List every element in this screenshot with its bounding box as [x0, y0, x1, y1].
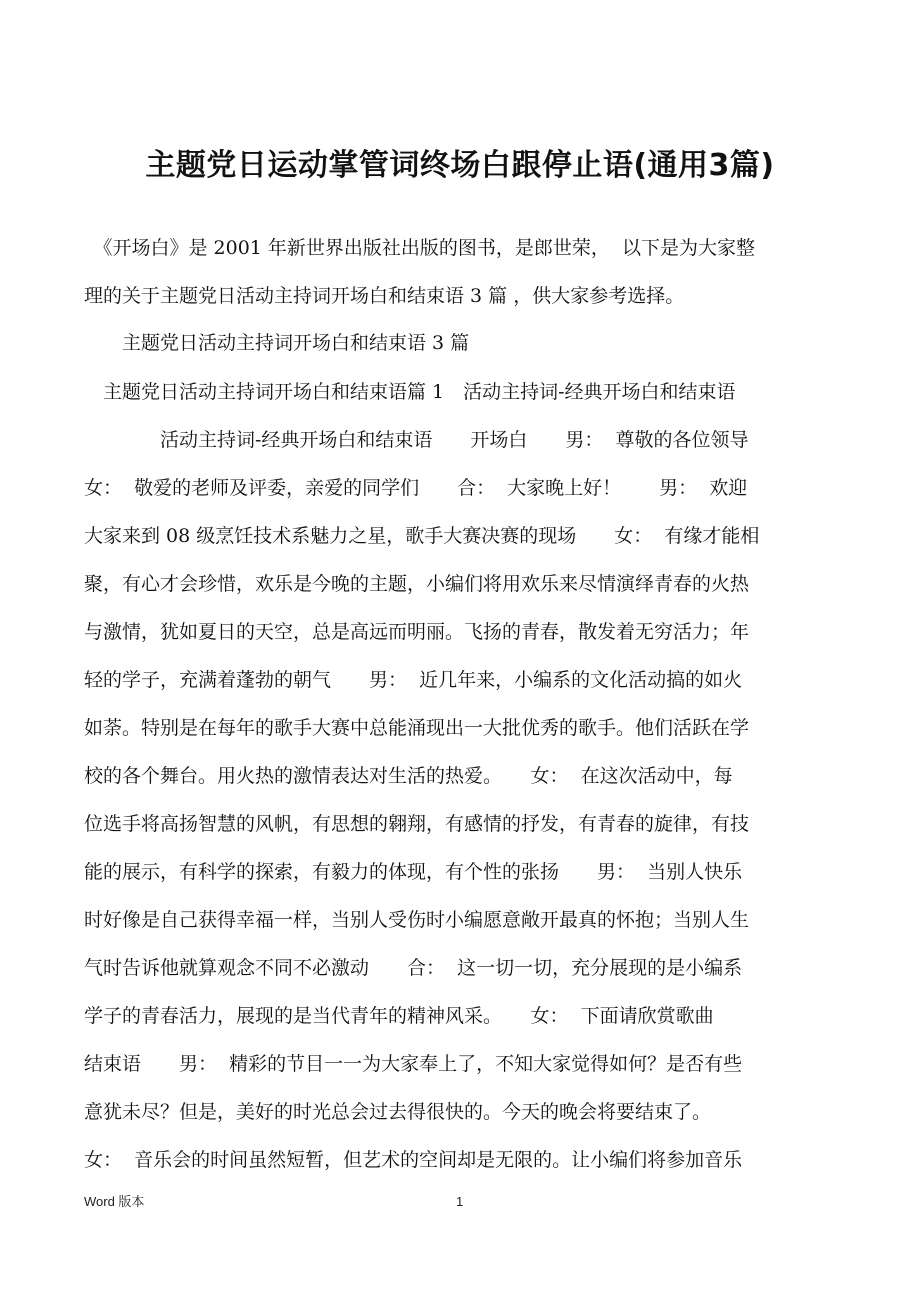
body-line: 轻的学子，充满着蓬勃的朝气 男： 近几年来，小编系的文化活动搞的如火 [84, 669, 743, 691]
body-line: 校的各个舞台。用火热的激情表达对生活的热爱。 女： 在这次活动中，每 [84, 765, 733, 787]
body-line: 能的展示，有科学的探索，有毅力的体现，有个性的张扬 男： 当别人快乐 [84, 861, 743, 883]
footer-label: Word 版本 [84, 1194, 145, 1209]
body-line: 理的关于主题党日活动主持词开场白和结束语 3 篇 ，供大家参考选择。 [84, 285, 685, 307]
body-line: 《开场白》是 2001 年新世界出版社出版的图书，是郎世荣， 以下是为大家整 [84, 237, 756, 259]
section-heading: 主题党日活动主持词开场白和结束语 3 篇 [84, 332, 470, 354]
body-line: 如荼。特别是在每年的歌手大赛中总能涌现出一大批优秀的歌手。他们活跃在学 [84, 717, 750, 739]
body-line: 大家来到 08 级烹饪技术系魅力之星，歌手大赛决赛的现场 女： 有缘才能相 [84, 525, 760, 547]
body-line: 活动主持词-经典开场白和结束语 开场白 男： 尊敬的各位领导 [84, 429, 749, 451]
body-line: 女： 音乐会的时间虽然短暂，但艺术的空间却是无限的。让小编们将参加音乐 [84, 1149, 743, 1171]
body-line: 意犹未尽？但是，美好的时光总会过去得很快的。今天的晚会将要结束了。 [84, 1101, 712, 1123]
body-line: 结束语 男： 精彩的节目一一为大家奉上了，不知大家觉得如何？是否有些 [84, 1053, 743, 1075]
body-line: 时好像是自己获得幸福一样，当别人受伤时小编愿意敞开最真的怀抱；当别人生 [84, 909, 750, 931]
body-line: 与激情，犹如夏日的天空，总是高远而明丽。飞扬的青春，散发着无穷活力；年 [84, 621, 750, 643]
body-line: 聚，有心才会珍惜，欢乐是今晚的主题，小编们将用欢乐来尽情演绎青春的火热 [84, 573, 750, 595]
body-line: 主题党日活动主持词开场白和结束语篇 1 活动主持词-经典开场白和结束语 [84, 381, 736, 403]
page-number: 1 [456, 1194, 464, 1209]
body-line: 位选手将高扬智慧的风帆，有思想的翱翔，有感情的抒发，有青春的旋律，有技 [84, 813, 750, 835]
body-line: 女： 敬爱的老师及评委，亲爱的同学们 合： 大家晚上好！ 男： 欢迎 [84, 477, 748, 499]
body-line: 气时告诉他就算观念不同不必激动 合： 这一切一切，充分展现的是小编系 [84, 957, 743, 979]
document-title: 主题党日运动掌管词终场白跟停止语(通用3篇) [145, 148, 775, 183]
body-line: 学子的青春活力，展现的是当代青年的精神风采。 女： 下面请欣赏歌曲 [84, 1005, 714, 1027]
